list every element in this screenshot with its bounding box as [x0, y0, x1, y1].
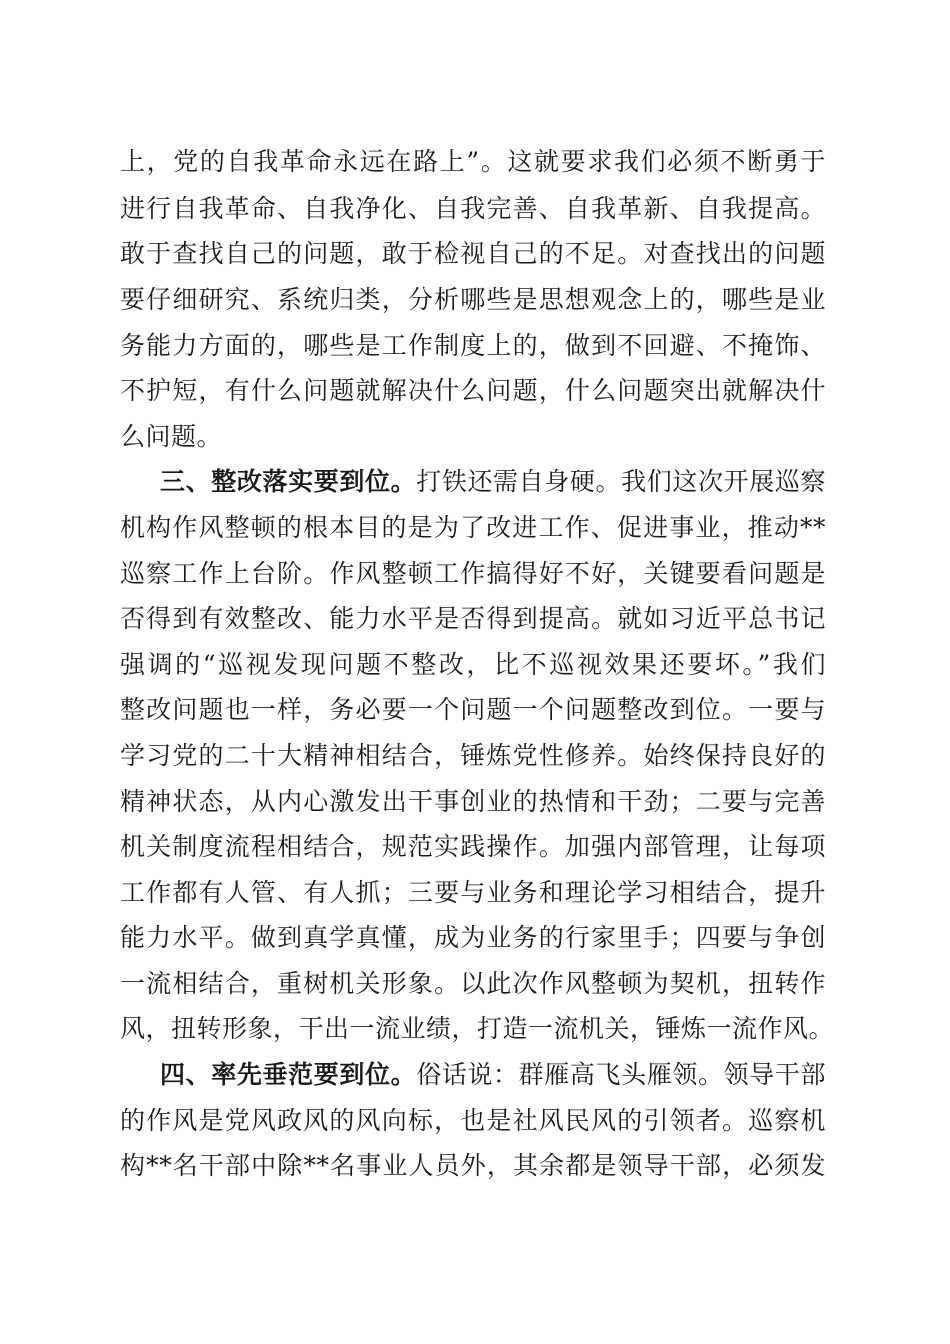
paragraph-line: 机关制度流程相结合，规范实践操作。加强内部管理，让每项 [120, 832, 826, 861]
section-4-heading: 四、率先垂范要到位。 [160, 1060, 417, 1089]
section-4-text: 俗话说：群雁高飞头雁领。领导干部 [416, 1060, 826, 1089]
paragraph-line: 机构作风整顿的根本目的是为了改进工作、促进事业，推动** [120, 513, 826, 542]
paragraph-line: 要仔细研究、系统归类，分析哪些是思想观念上的，哪些是业 [120, 285, 826, 314]
section-3-text: 打铁还需自身硬。我们这次开展巡察 [416, 467, 826, 496]
paragraph-line: 的作风是党风政风的风向标，也是社风民风的引领者。巡察机 [120, 1106, 826, 1135]
paragraph-line: 巡察工作上台阶。作风整顿工作搞得好不好，关键要看问题是 [120, 559, 826, 588]
paragraph-line: 务能力方面的，哪些是工作制度上的，做到不回避、不掩饰、 [120, 331, 826, 360]
paragraph-line: 敢于查找自己的问题，敢于检视自己的不足。对查找出的问题 [120, 239, 826, 268]
paragraph-line: 工作都有人管、有人抓；三要与业务和理论学习相结合，提升 [120, 878, 826, 907]
section-4-first-line [160, 1055, 826, 1095]
paragraph-line: 学习党的二十大精神相结合，锤炼党性修养。始终保持良好的 [120, 741, 826, 770]
paragraph-line: 不护短，有什么问题就解决什么问题，什么问题突出就解决什 [120, 376, 826, 405]
paragraph-line: 能力水平。做到真学真懂，成为业务的行家里手；四要与争创 [120, 923, 826, 952]
paragraph-line: 构**名干部中除**名事业人员外，其余都是领导干部，必须发 [120, 1151, 826, 1180]
paragraph-line: 一流相结合，重树机关形象。以此次作风整顿为契机，扭转作 [120, 969, 826, 998]
paragraph-line: 强调的“巡视发现问题不整改，比不巡视效果还要坏。”我们 [120, 650, 826, 679]
paragraph-line: 进行自我革命、自我净化、自我完善、自我革新、自我提高。 [120, 194, 826, 223]
section-3-heading: 三、整改落实要到位。 [160, 467, 417, 496]
paragraph-line: 整改问题也一样，务必要一个问题一个问题整改到位。一要与 [120, 695, 826, 724]
paragraph-line: 精神状态，从内心激发出干事创业的热情和干劲；二要与完善 [120, 787, 826, 816]
paragraph-line: 风，扭转形象，干出一流业绩，打造一流机关，锤炼一流作风。 [120, 1014, 835, 1043]
section-3-first-line [160, 462, 826, 502]
paragraph-line: 否得到有效整改、能力水平是否得到提高。就如习近平总书记 [120, 604, 826, 633]
paragraph-line: 上，党的自我革命永远在路上”。这就要求我们必须不断勇于 [120, 147, 826, 176]
paragraph-line: 么问题。 [120, 422, 223, 451]
